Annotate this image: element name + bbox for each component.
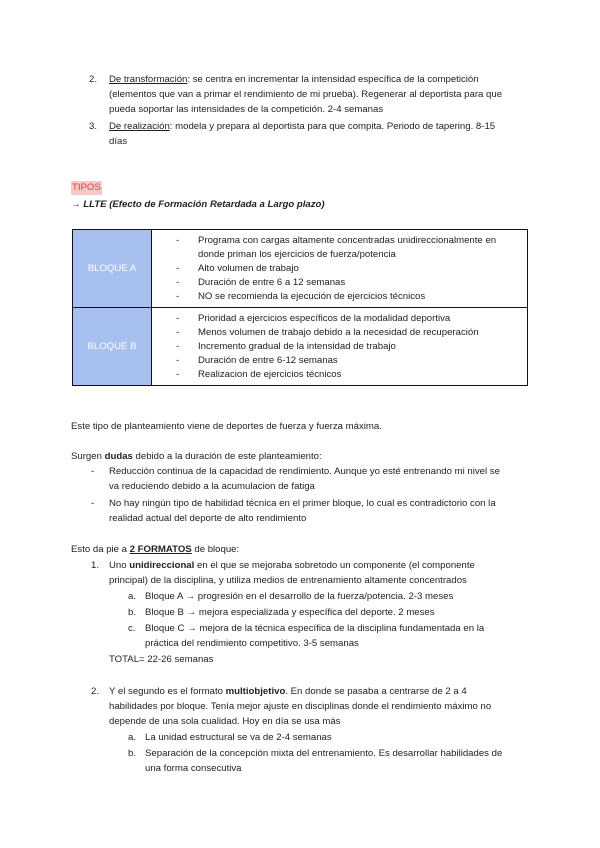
list-item-line [109, 73, 479, 88]
text-run: Y el segundo es el formato [109, 686, 226, 697]
list-item-line: (elementos que van a primar el rendimiento de mi prueba). Regenerar al deportista para que [109, 89, 503, 100]
text-run: : se centra en incrementar la intensidad específica de la competición [187, 74, 479, 85]
bloques-table [72, 229, 528, 386]
term-realizacion: De realización [109, 121, 170, 132]
bullet-dash: - [91, 498, 95, 509]
sub-item-line: una forma consecutiva [145, 763, 242, 774]
list-item: - Programa con cargas altamente concentradas unidireccionalmente en [152, 234, 527, 248]
list-item: - Duración de entre 6 a 12 semanas [152, 276, 527, 290]
list-item-line [109, 685, 467, 700]
bullet-line: realidad actual del deporte de alto rendimiento [109, 513, 307, 524]
bullet-line: va reduciendo debido a la acumulacion de fatiga [109, 481, 315, 492]
list-number: 2. [89, 74, 98, 85]
bullet-line: Reducción continua de la capacidad de rendimiento. Aunque yo esté entrenando mi nivel se [109, 466, 500, 477]
text-run: en el que se mejoraba sobretodo un componente (el componente [194, 560, 475, 571]
bloque-b-label [73, 308, 152, 386]
section-heading-tipos: TIPOS [72, 182, 101, 193]
list-item-line: pueda soportar las intensidades de la competición. 2-4 semanas [109, 104, 384, 115]
cell-label: BLOQUE B [87, 341, 137, 352]
bullet-line: No hay ningún tipo de habilidad técnica en el primer bloque, lo cual es contradictorio con la [109, 498, 496, 509]
bullet-dash: - [91, 466, 95, 477]
sub-item: Separación de la concepción mixta del entrenamiento. Es desarrollar habilidades de [145, 748, 503, 759]
list-item-line: depende de una sola cualidad. Hoy en día se usa más [109, 716, 341, 727]
list-item: - Alto volumen de trabajo [152, 262, 527, 276]
list-number: 3. [89, 121, 98, 132]
list-number: 2. [91, 686, 100, 697]
text-run: Surgen [71, 451, 105, 462]
table-row [73, 308, 528, 386]
sub-letter: a. [128, 732, 137, 743]
term-transformacion: De transformación [109, 74, 188, 85]
sub-item: Bloque B → mejora especializada y específica del deporte. 2 meses [145, 607, 435, 618]
list-item-line: días [109, 136, 128, 147]
list-item-line [109, 120, 495, 135]
paragraph [71, 543, 239, 558]
bloque-b-items [152, 308, 528, 386]
cell-label: BLOQUE A [87, 263, 137, 274]
sub-item: Bloque C → mejora de la técnica específica de la disciplina fundamentada en la [145, 623, 485, 634]
text-run: debido a la duración de este planteamiento: [132, 451, 322, 462]
list-item: - Realizacion de ejercicios técnicos [152, 368, 527, 382]
paragraph: Este tipo de planteamiento viene de deportes de fuerza y fuerza máxima. [71, 421, 382, 432]
sub-letter: b. [128, 748, 137, 759]
sub-letter: c. [128, 623, 136, 634]
bloque-a-label [73, 230, 152, 308]
list-item-line: principal) de la disciplina, y utiliza medios de entrenamiento altamente concentrados [109, 575, 467, 586]
subheading-llte: → LLTE (Efecto de Formación Retardada a Largo plazo) [71, 199, 325, 210]
list-number: 1. [91, 560, 100, 571]
text-run: : modela y prepara al deportista para que compita. Periodo de tapering. 8-15 [169, 121, 496, 132]
text-run: Esto da pie a [71, 544, 130, 555]
list-item: - NO se recomienda la ejecución de ejercicios técnicos [152, 290, 527, 304]
list-item: - Incremento gradual de la intensidad de trabajo [152, 340, 527, 354]
paragraph [71, 450, 322, 465]
sub-item-line: práctica del rendimiento competitivo. 3-5 semanas [145, 638, 359, 649]
text-run: Uno [109, 560, 130, 571]
text-run: . En donde se pasaba a centrarse de 2 a 4 [285, 686, 467, 697]
list-item: - Prioridad a ejercicios específicos de la modalidad deportiva [152, 312, 527, 326]
list-item-line: habilidades por bloque. Tenía mejor ajuste en disciplinas donde el rendimiento máximo no [109, 701, 492, 712]
sub-letter: a. [128, 591, 137, 602]
list-item-continuation: donde priman los ejercicios de fuerza/potencia [198, 248, 396, 260]
bold-run: unidireccional [129, 560, 195, 571]
bloque-a-items [152, 230, 528, 308]
sub-item: Bloque A → progresión en el desarrollo de la fuerza/potencia. 2-3 meses [145, 591, 454, 602]
bold-run: 2 FORMATOS [129, 544, 192, 555]
bold-run: multiobjetivo [225, 686, 286, 697]
list-item: - Menos volumen de trabajo debido a la necesidad de recuperación [152, 326, 527, 340]
text-run: de bloque: [191, 544, 240, 555]
sub-letter: b. [128, 607, 137, 618]
list-item-line [109, 559, 475, 574]
sub-item: La unidad estructural se va de 2-4 semanas [145, 732, 332, 743]
table-row [73, 230, 528, 308]
total-line: TOTAL= 22-26 semanas [109, 654, 214, 665]
list-item: - Duración de entre 6-12 semanas [152, 354, 527, 368]
bold-run: dudas [104, 451, 133, 462]
